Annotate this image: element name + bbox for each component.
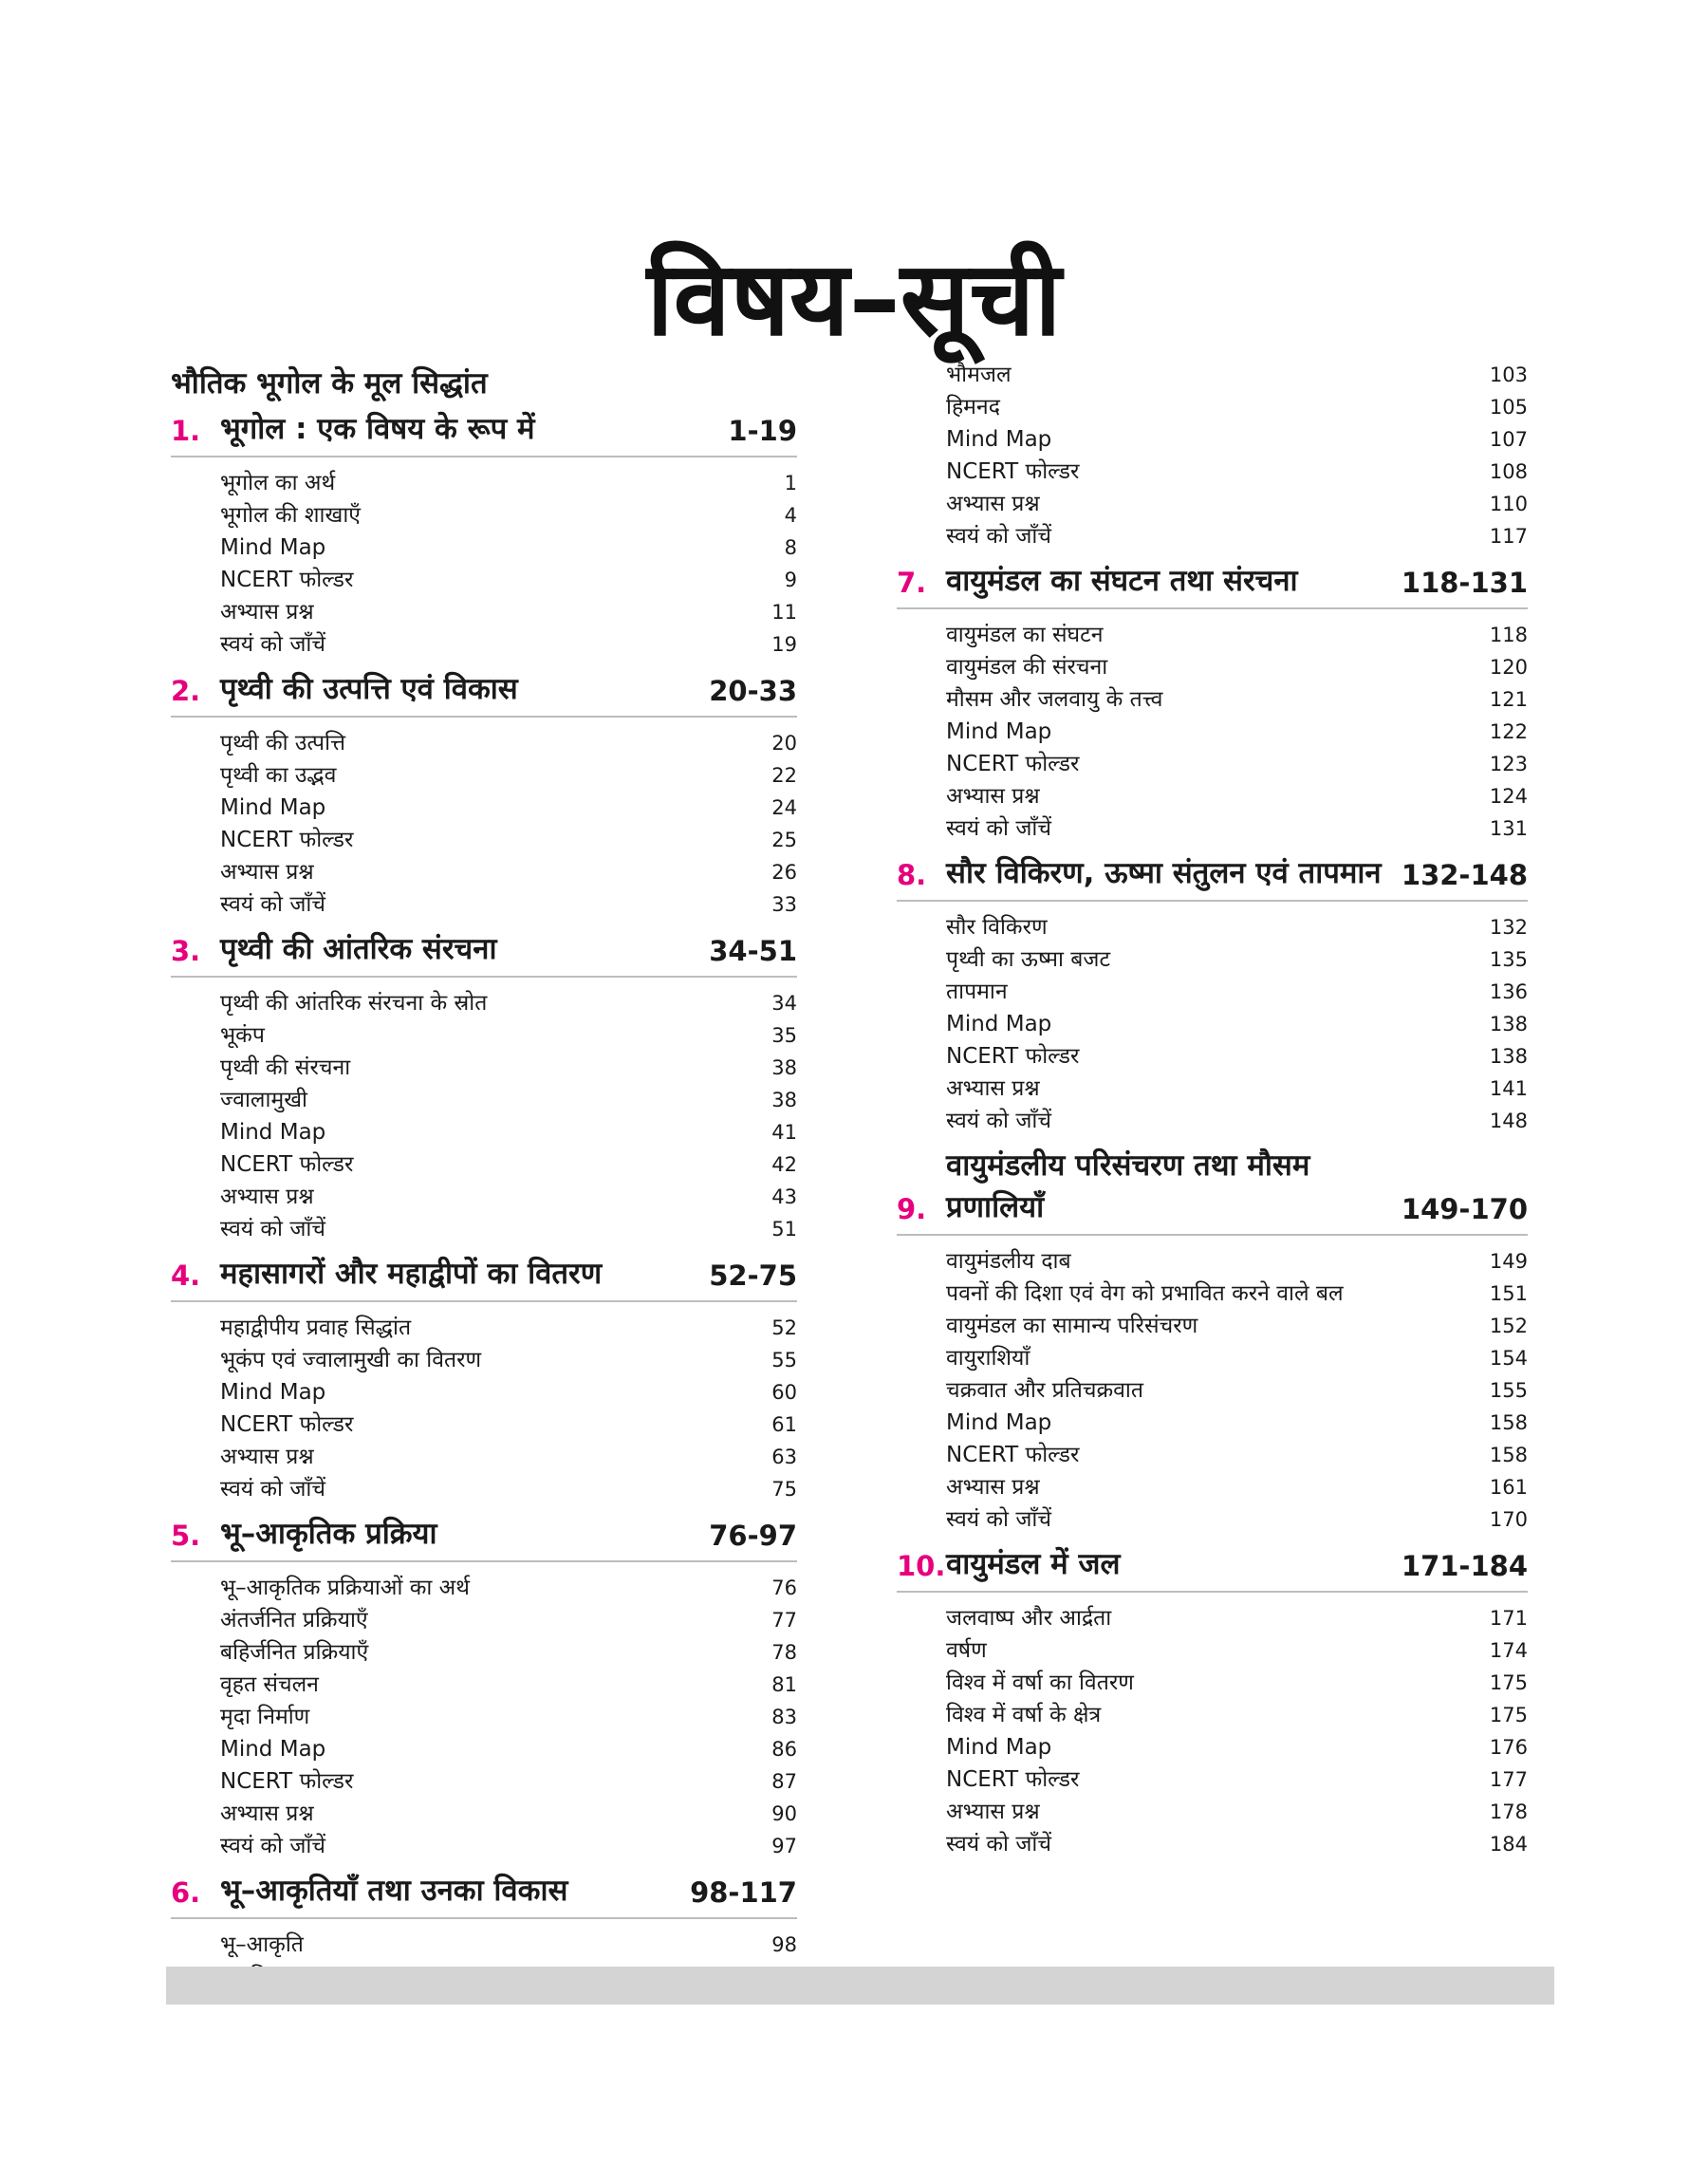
entry-title: अभ्यास प्रश्न	[946, 492, 1040, 516]
chapter-page-range: 98-117	[690, 1876, 797, 1909]
entry-page-number: 98	[771, 1933, 797, 1956]
entry-page-number: 174	[1489, 1639, 1528, 1662]
right-chapter-list	[897, 560, 1528, 1868]
entry-page-number: 161	[1489, 1476, 1528, 1499]
entry-page-number: 154	[1489, 1347, 1528, 1370]
toc-entry[interactable]	[220, 628, 797, 661]
chapter-entries	[897, 609, 1528, 852]
chapter-title: वायुमंडल में जल	[946, 1547, 1121, 1581]
entry-page-number: 117	[1489, 525, 1528, 548]
chapter-page-range: 20-33	[709, 675, 797, 707]
toc-entry[interactable]	[220, 1312, 797, 1344]
entry-title: NCERT फोल्डर	[220, 1152, 354, 1177]
entry-page-number: 41	[771, 1121, 797, 1144]
entry-page-number: 24	[771, 796, 797, 819]
entry-title: भूगोल का अर्थ	[220, 471, 336, 495]
entry-page-number: 1	[784, 472, 797, 494]
toc-entry[interactable]	[946, 391, 1528, 423]
entry-page-number: 158	[1489, 1411, 1528, 1434]
entry-page-number: 4	[784, 504, 797, 527]
entry-page-number: 178	[1489, 1801, 1528, 1823]
entry-page-number: 118	[1489, 624, 1528, 646]
entry-title: NCERT फोल्डर	[946, 1443, 1080, 1467]
entry-title: विश्व में वर्षा का वितरण	[946, 1670, 1134, 1695]
toc-entry[interactable]	[220, 727, 797, 759]
chapter-title: भूगोल : एक विषय के रूप में	[220, 412, 535, 446]
toc-entry[interactable]	[946, 1602, 1528, 1634]
chapter-number: 6.	[171, 1876, 201, 1909]
entry-page-number: 177	[1489, 1768, 1528, 1791]
toc-entry[interactable]	[946, 1245, 1528, 1278]
entry-page-number: 184	[1489, 1833, 1528, 1856]
entry-page-number: 33	[771, 893, 797, 916]
chapter-title: सौर विकिरण, ऊष्मा संतुलन एवं तापमान	[946, 856, 1382, 890]
toc-entry[interactable]	[220, 1701, 797, 1733]
entry-page-number: 149	[1489, 1250, 1528, 1273]
entry-page-number: 138	[1489, 1013, 1528, 1036]
chapter-block	[897, 1145, 1528, 1543]
toc-entry[interactable]	[946, 1342, 1528, 1374]
toc-entry[interactable]	[946, 1634, 1528, 1667]
chapter-page-range: 34-51	[709, 935, 797, 967]
entry-title: अभ्यास प्रश्न	[220, 1445, 314, 1469]
entry-page-number: 76	[771, 1577, 797, 1599]
chapter-page-range: 171-184	[1401, 1550, 1528, 1582]
chapter-block	[897, 1543, 1528, 1868]
toc-entry[interactable]	[946, 1008, 1528, 1040]
entry-title: भौमजल	[946, 363, 1012, 387]
entry-page-number: 105	[1489, 396, 1528, 419]
toc-entry[interactable]	[220, 987, 797, 1019]
chapter-title: पृथ्वी की आंतरिक संरचना	[220, 932, 497, 966]
entry-title: NCERT फोल्डर	[220, 568, 354, 592]
entry-title: स्वयं को जाँचें	[946, 1109, 1051, 1133]
toc-entry[interactable]	[220, 792, 797, 824]
entry-page-number: 176	[1489, 1736, 1528, 1759]
chapter-heading[interactable]	[171, 1253, 797, 1302]
entry-page-number: 86	[771, 1738, 797, 1761]
entry-page-number: 52	[771, 1316, 797, 1339]
chapter-block	[171, 928, 797, 1253]
toc-entry[interactable]	[946, 1407, 1528, 1439]
entry-page-number: 131	[1489, 817, 1528, 840]
chapter-block	[897, 852, 1528, 1145]
chapter-page-range: 149-170	[1401, 1193, 1528, 1225]
entry-page-number: 110	[1489, 493, 1528, 515]
entry-page-number: 83	[771, 1706, 797, 1728]
entry-title: स्वयं को जाँचें	[946, 816, 1051, 841]
chapter-heading[interactable]	[171, 1870, 797, 1919]
entry-page-number: 42	[771, 1153, 797, 1176]
chapter-entries	[897, 902, 1528, 1145]
chapter-page-range: 76-97	[709, 1520, 797, 1552]
toc-entry[interactable]	[220, 1213, 797, 1245]
continued-entries	[897, 359, 1528, 560]
chapter-page-range: 118-131	[1401, 567, 1528, 599]
entry-title: पृथ्वी की आंतरिक संरचना के स्रोत	[220, 991, 488, 1016]
entry-title: जलवाष्प और आर्द्रता	[946, 1606, 1112, 1631]
toc-entry[interactable]	[220, 1636, 797, 1669]
entry-title: Mind Map	[946, 1012, 1052, 1036]
entry-title: वर्षण	[946, 1638, 987, 1663]
toc-entry[interactable]	[220, 1604, 797, 1636]
entry-title: अभ्यास प्रश्न	[220, 1801, 314, 1826]
chapter-heading[interactable]	[897, 560, 1528, 609]
chapter-number: 9.	[897, 1193, 927, 1225]
entry-page-number: 81	[771, 1673, 797, 1696]
entry-title: वायुमंडलीय दाब	[946, 1249, 1071, 1274]
entry-page-number: 103	[1489, 364, 1528, 386]
toc-entry[interactable]	[220, 1669, 797, 1701]
chapter-block	[171, 1513, 797, 1870]
entry-title: वायुराशियाँ	[946, 1346, 1030, 1371]
entry-page-number: 43	[771, 1185, 797, 1208]
toc-entry[interactable]	[220, 1473, 797, 1505]
entry-page-number: 55	[771, 1349, 797, 1371]
toc-entry[interactable]	[946, 716, 1528, 748]
toc-entry[interactable]	[220, 1148, 797, 1181]
toc-right-column	[897, 359, 1528, 1868]
chapter-title: महासागरों और महाद्वीपों का वितरण	[220, 1257, 603, 1291]
toc-entry[interactable]	[946, 812, 1528, 845]
toc-entry[interactable]	[220, 1376, 797, 1409]
chapter-entries	[171, 718, 797, 928]
entry-title: वायुमंडल का संघटन	[946, 623, 1104, 647]
chapter-entries	[171, 1562, 797, 1870]
toc-entry[interactable]	[220, 856, 797, 888]
toc-entry[interactable]	[946, 651, 1528, 683]
entry-title: अभ्यास प्रश्न	[946, 1800, 1040, 1824]
chapter-page-range: 1-19	[728, 415, 797, 447]
chapter-page-range: 52-75	[709, 1259, 797, 1292]
entry-page-number: 175	[1489, 1704, 1528, 1726]
entry-title: पृथ्वी की संरचना	[220, 1055, 351, 1080]
entry-page-number: 171	[1489, 1607, 1528, 1630]
entry-page-number: 8	[784, 536, 797, 559]
entry-title: बहिर्जनित प्रक्रियाएँ	[220, 1640, 369, 1665]
entry-title: अभ्यास प्रश्न	[220, 860, 314, 885]
entry-title: NCERT फोल्डर	[946, 1767, 1080, 1792]
toc-entry[interactable]	[220, 1929, 797, 1961]
entry-title: चक्रवात और प्रतिचक्रवात	[946, 1378, 1143, 1403]
entry-page-number: 60	[771, 1381, 797, 1404]
entry-page-number: 141	[1489, 1077, 1528, 1100]
entry-page-number: 35	[771, 1024, 797, 1047]
chapter-heading[interactable]	[171, 408, 797, 457]
entry-page-number: 38	[771, 1089, 797, 1111]
toc-entry[interactable]	[220, 1019, 797, 1052]
toc-entry[interactable]	[946, 619, 1528, 651]
toc-entry[interactable]	[946, 1040, 1528, 1073]
entry-title: भू–आकृति	[220, 1932, 304, 1957]
toc-entry[interactable]	[946, 1471, 1528, 1503]
chapter-entries	[897, 1236, 1528, 1543]
entry-title: स्वयं को जाँचें	[220, 632, 325, 657]
toc-entry[interactable]	[946, 1731, 1528, 1763]
toc-entry[interactable]	[220, 596, 797, 628]
chapter-entries	[897, 1593, 1528, 1868]
entry-page-number: 135	[1489, 948, 1528, 971]
entry-page-number: 121	[1489, 688, 1528, 711]
chapter-entries	[171, 1302, 797, 1513]
entry-title: स्वयं को जाँचें	[220, 1834, 325, 1858]
entry-title: अभ्यास प्रश्न	[220, 1185, 314, 1209]
entry-page-number: 87	[771, 1770, 797, 1793]
toc-entry[interactable]	[220, 467, 797, 499]
entry-title: भूगोल की शाखाएँ	[220, 503, 361, 528]
entry-title: भूकंप एवं ज्वालामुखी का वितरण	[220, 1348, 482, 1372]
entry-page-number: 20	[771, 732, 797, 755]
toc-entry[interactable]	[946, 1310, 1528, 1342]
entry-title: Mind Map	[946, 719, 1052, 744]
toc-entry[interactable]	[220, 1830, 797, 1862]
entry-title: हिमनद	[946, 395, 1000, 420]
toc-entry[interactable]	[946, 1699, 1528, 1731]
entry-title: NCERT फोल्डर	[946, 1044, 1080, 1069]
entry-title: पवनों की दिशा एवं वेग को प्रभावित करने वाले बल	[946, 1281, 1344, 1306]
entry-page-number: 26	[771, 861, 797, 884]
entry-title: NCERT फोल्डर	[946, 459, 1080, 484]
toc-entry[interactable]	[220, 1116, 797, 1148]
entry-page-number: 107	[1489, 428, 1528, 451]
entry-title: वायुमंडल की संरचना	[946, 655, 1108, 680]
chapter-page-range: 132-148	[1401, 859, 1528, 891]
entry-title: NCERT फोल्डर	[220, 828, 354, 852]
chapter-number: 4.	[171, 1259, 201, 1292]
entry-title: स्वयं को जाँचें	[220, 1477, 325, 1502]
toc-entry[interactable]	[946, 1105, 1528, 1137]
toc-entry[interactable]	[220, 1765, 797, 1798]
toc-entry[interactable]	[220, 1572, 797, 1604]
page-title: विषय–सूची	[646, 240, 1062, 360]
chapter-block	[171, 668, 797, 928]
entry-title: पृथ्वी की उत्पत्ति	[220, 731, 345, 756]
chapter-entries	[171, 978, 797, 1253]
entry-title: स्वयं को जाँचें	[220, 1217, 325, 1241]
entry-title: Mind Map	[220, 1737, 326, 1762]
toc-entry[interactable]	[220, 564, 797, 596]
toc-entry[interactable]	[946, 1073, 1528, 1105]
entry-title: अभ्यास प्रश्न	[946, 784, 1040, 809]
toc-entry[interactable]	[220, 1441, 797, 1473]
entry-title: भूकंप	[220, 1023, 265, 1048]
entry-title: Mind Map	[220, 1120, 326, 1145]
entry-page-number: 152	[1489, 1315, 1528, 1337]
entry-title: विश्व में वर्षा के क्षेत्र	[946, 1703, 1102, 1727]
entry-title: वृहत संचलन	[220, 1672, 319, 1697]
entry-title: सौर विकिरण	[946, 915, 1048, 940]
toc-entry[interactable]	[946, 911, 1528, 943]
entry-page-number: 175	[1489, 1671, 1528, 1694]
entry-page-number: 124	[1489, 785, 1528, 808]
entry-title: Mind Map	[220, 795, 326, 820]
chapter-number: 3.	[171, 935, 201, 967]
chapter-entries	[171, 457, 797, 668]
chapter-heading[interactable]	[171, 928, 797, 978]
entry-title: NCERT फोल्डर	[220, 1412, 354, 1437]
footer-bar	[166, 1967, 1554, 2005]
chapter-number: 10.	[897, 1550, 946, 1582]
entry-title: पृथ्वी का ऊष्मा बजट	[946, 947, 1111, 972]
chapter-number: 5.	[171, 1520, 201, 1552]
entry-page-number: 61	[771, 1413, 797, 1436]
entry-title: Mind Map	[946, 1410, 1052, 1435]
chapter-title: भू–आकृतिक प्रक्रिया	[220, 1517, 437, 1551]
entry-page-number: 151	[1489, 1282, 1528, 1305]
entry-page-number: 51	[771, 1218, 797, 1241]
toc-entry[interactable]	[946, 943, 1528, 976]
entry-page-number: 138	[1489, 1045, 1528, 1068]
toc-entry[interactable]	[946, 520, 1528, 552]
toc-entry[interactable]	[220, 1409, 797, 1441]
toc-entry[interactable]	[946, 1374, 1528, 1407]
entry-page-number: 123	[1489, 753, 1528, 775]
toc-entry[interactable]	[946, 1796, 1528, 1828]
chapter-title: पृथ्वी की उत्पत्ति एवं विकास	[220, 672, 518, 706]
left-chapter-list	[171, 408, 797, 2001]
chapter-title: वायुमंडल का संघटन तथा संरचना	[946, 564, 1298, 598]
toc-entry[interactable]	[220, 1733, 797, 1765]
toc-entry[interactable]	[946, 359, 1528, 391]
entry-page-number: 122	[1489, 720, 1528, 743]
chapter-number: 1.	[171, 415, 201, 447]
entry-title: Mind Map	[220, 1380, 326, 1405]
entry-title: स्वयं को जाँचें	[946, 1832, 1051, 1856]
entry-page-number: 120	[1489, 656, 1528, 679]
entry-page-number: 75	[771, 1478, 797, 1501]
entry-title: तापमान	[946, 980, 1008, 1004]
toc-entry[interactable]	[946, 1439, 1528, 1471]
chapter-block	[171, 1253, 797, 1513]
toc-entry[interactable]	[220, 532, 797, 564]
entry-title: स्वयं को जाँचें	[946, 1507, 1051, 1532]
toc-entry[interactable]	[946, 748, 1528, 780]
entry-page-number: 22	[771, 764, 797, 787]
entry-title: Mind Map	[946, 427, 1052, 452]
entry-title: महाद्वीपीय प्रवाह सिद्धांत	[220, 1315, 412, 1340]
entry-page-number: 9	[784, 569, 797, 591]
toc-entry[interactable]	[220, 759, 797, 792]
chapter-heading[interactable]	[171, 668, 797, 718]
entry-page-number: 77	[771, 1609, 797, 1632]
entry-title: पृथ्वी का उद्भव	[220, 763, 337, 788]
chapter-number: 8.	[897, 859, 927, 891]
entry-title: मृदा निर्माण	[220, 1705, 310, 1729]
chapter-title: वायुमंडलीय परिसंचरण तथा मौसम प्रणालियाँ	[946, 1148, 1310, 1224]
entry-title: स्वयं को जाँचें	[220, 892, 325, 917]
toc-entry[interactable]	[220, 1344, 797, 1376]
part-title: भौतिक भूगोल के मूल सिद्धांत	[171, 366, 488, 401]
entry-title: अभ्यास प्रश्न	[946, 1475, 1040, 1500]
toc-entry[interactable]	[946, 423, 1528, 456]
toc-entry[interactable]	[946, 976, 1528, 1008]
entry-title: अभ्यास प्रश्न	[220, 600, 314, 625]
entry-title: मौसम और जलवायु के तत्त्व	[946, 687, 1163, 712]
toc-entry[interactable]	[220, 1181, 797, 1213]
entry-title: वायुमंडल का सामान्य परिसंचरण	[946, 1314, 1198, 1338]
entry-page-number: 155	[1489, 1379, 1528, 1402]
entry-page-number: 108	[1489, 460, 1528, 483]
chapter-heading[interactable]	[897, 852, 1528, 902]
entry-page-number: 11	[771, 601, 797, 624]
entry-page-number: 38	[771, 1056, 797, 1079]
entry-page-number: 148	[1489, 1110, 1528, 1132]
chapter-block	[897, 560, 1528, 852]
entry-title: ज्वालामुखी	[220, 1088, 307, 1112]
chapter-heading[interactable]	[897, 1145, 1528, 1236]
toc-entry[interactable]	[946, 1828, 1528, 1860]
entry-title: अंतर्जनित प्रक्रियाएँ	[220, 1608, 368, 1633]
chapter-title: भू–आकृतियाँ तथा उनका विकास	[220, 1874, 568, 1908]
entry-page-number: 158	[1489, 1444, 1528, 1466]
entry-title: NCERT फोल्डर	[220, 1769, 354, 1794]
entry-title: स्वयं को जाँचें	[946, 524, 1051, 549]
entry-page-number: 78	[771, 1641, 797, 1664]
entry-page-number: 170	[1489, 1508, 1528, 1531]
toc-entry[interactable]	[220, 1084, 797, 1116]
toc-left-column	[171, 359, 797, 2001]
toc-entry[interactable]	[220, 888, 797, 921]
entry-page-number: 136	[1489, 980, 1528, 1003]
toc-entry[interactable]	[220, 1052, 797, 1084]
toc-entry[interactable]	[946, 488, 1528, 520]
chapter-heading[interactable]	[171, 1513, 797, 1562]
toc-entry[interactable]	[946, 1503, 1528, 1536]
chapter-block	[171, 408, 797, 668]
toc-entry[interactable]	[946, 1763, 1528, 1796]
entry-page-number: 90	[771, 1802, 797, 1825]
entry-title: भू–आकृतिक प्रक्रियाओं का अर्थ	[220, 1576, 470, 1600]
entry-page-number: 34	[771, 992, 797, 1015]
entry-title: Mind Map	[220, 535, 326, 560]
entry-title: NCERT फोल्डर	[946, 752, 1080, 776]
entry-page-number: 97	[771, 1835, 797, 1857]
toc-entry[interactable]	[220, 824, 797, 856]
chapter-heading[interactable]	[897, 1543, 1528, 1593]
entry-title: अभ्यास प्रश्न	[946, 1076, 1040, 1101]
entry-page-number: 25	[771, 829, 797, 851]
toc-entry[interactable]	[946, 780, 1528, 812]
toc-entry[interactable]	[946, 1278, 1528, 1310]
toc-entry[interactable]	[220, 499, 797, 532]
entry-page-number: 19	[771, 633, 797, 656]
entry-page-number: 63	[771, 1446, 797, 1468]
entry-title: Mind Map	[946, 1735, 1052, 1760]
toc-entry[interactable]	[946, 683, 1528, 716]
chapter-number: 2.	[171, 675, 201, 707]
chapter-number: 7.	[897, 567, 927, 599]
entry-page-number: 132	[1489, 916, 1528, 939]
toc-entry[interactable]	[220, 1798, 797, 1830]
toc-entry[interactable]	[946, 1667, 1528, 1699]
toc-entry[interactable]	[946, 456, 1528, 488]
